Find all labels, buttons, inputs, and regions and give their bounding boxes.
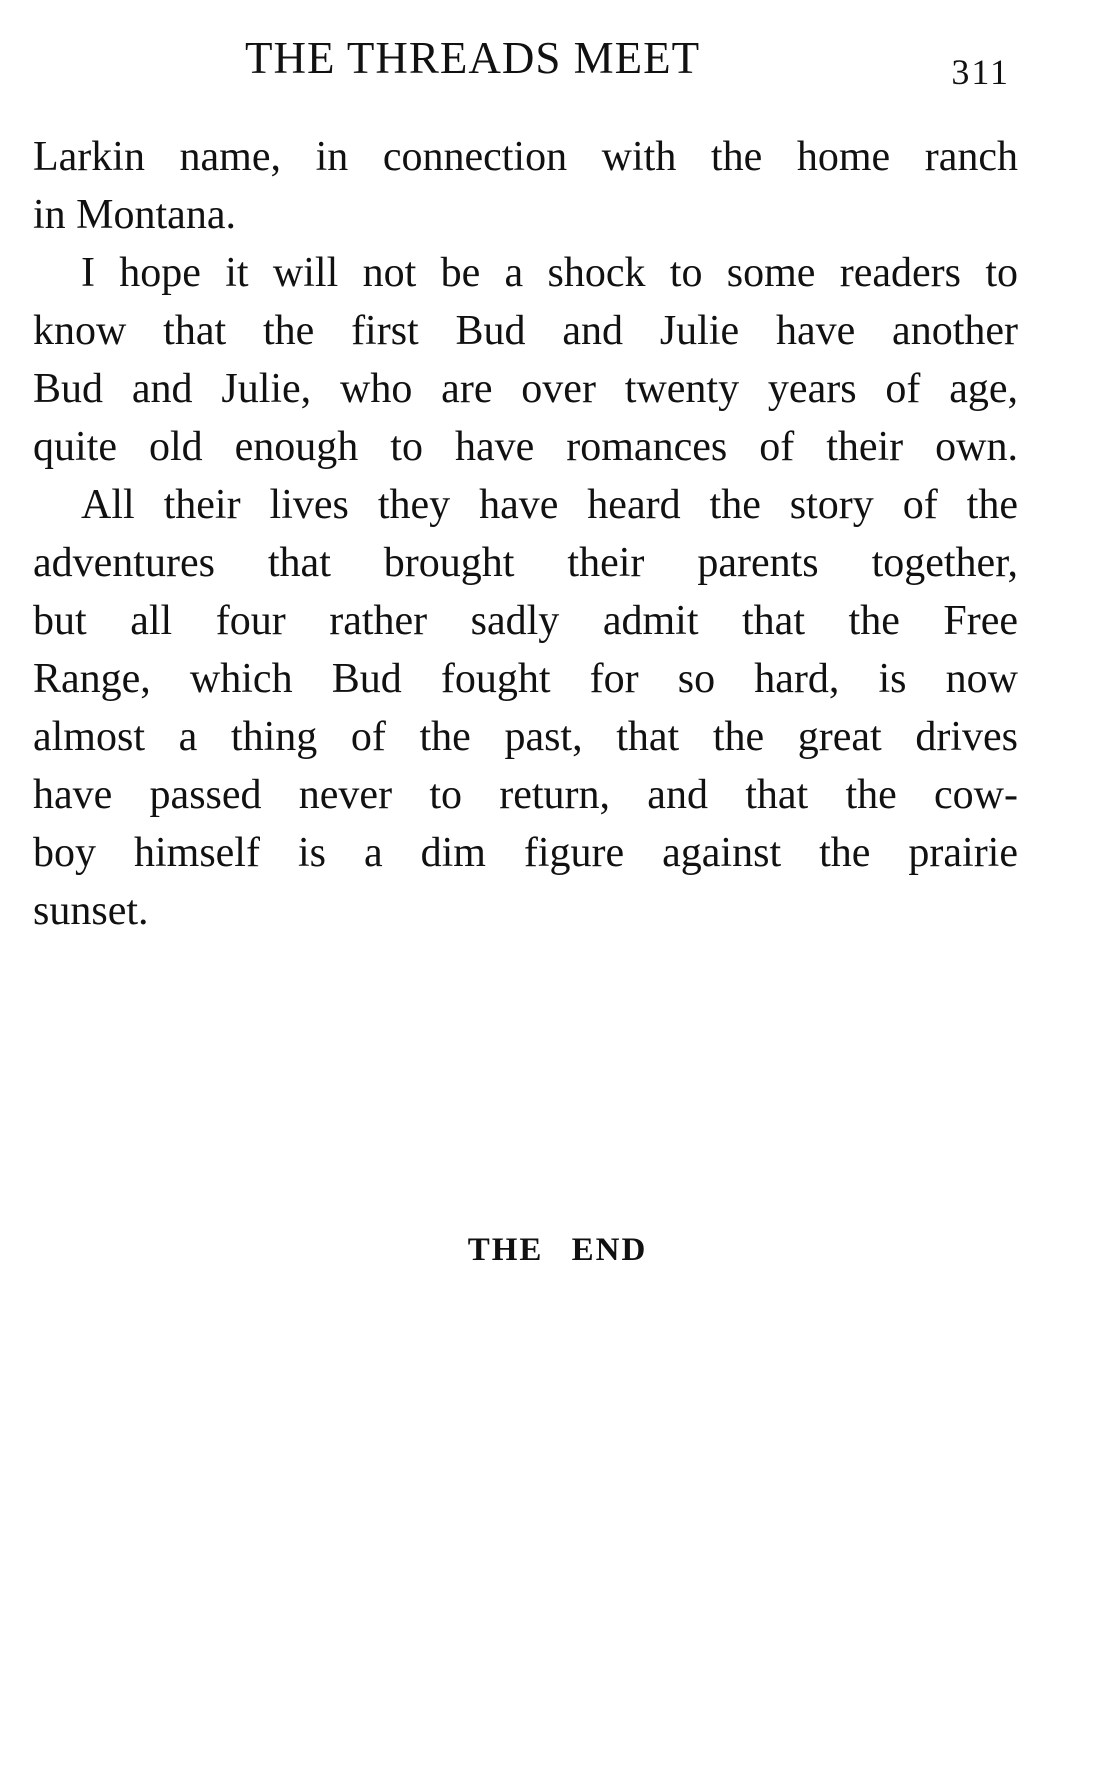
text-line: know that the first Bud and Julie have another [33,308,1018,354]
text-line: in Montana. [33,192,236,238]
running-title: THE THREADS MEET [245,33,701,83]
text-line: All their lives they have heard the story of the [81,482,1018,528]
text-line: I hope it will not be a shock to some readers to [81,250,1018,296]
text-line: have passed never to return, and that the cow- [33,772,1018,818]
body-text [33,128,1018,940]
text-line: but all four rather sadly admit that the Free [33,598,1018,644]
page-number: 311 [951,52,1010,92]
running-head [0,28,1115,92]
text-line: Larkin name, in connection with the home ranch [33,134,1018,180]
text-line: boy himself is a dim figure against the prairie [33,830,1018,876]
text-line: quite old enough to have romances of their own. [33,424,1018,470]
text-line: adventures that brought their parents together, [33,540,1018,586]
text-line: almost a thing of the past, that the great drives [33,714,1018,760]
text-line: Bud and Julie, who are over twenty years of age, [33,366,1018,412]
text-line: Range, which Bud fought for so hard, is now [33,656,1018,702]
the-end-heading: THE END [467,1232,648,1268]
text-line: sunset. [33,888,149,934]
